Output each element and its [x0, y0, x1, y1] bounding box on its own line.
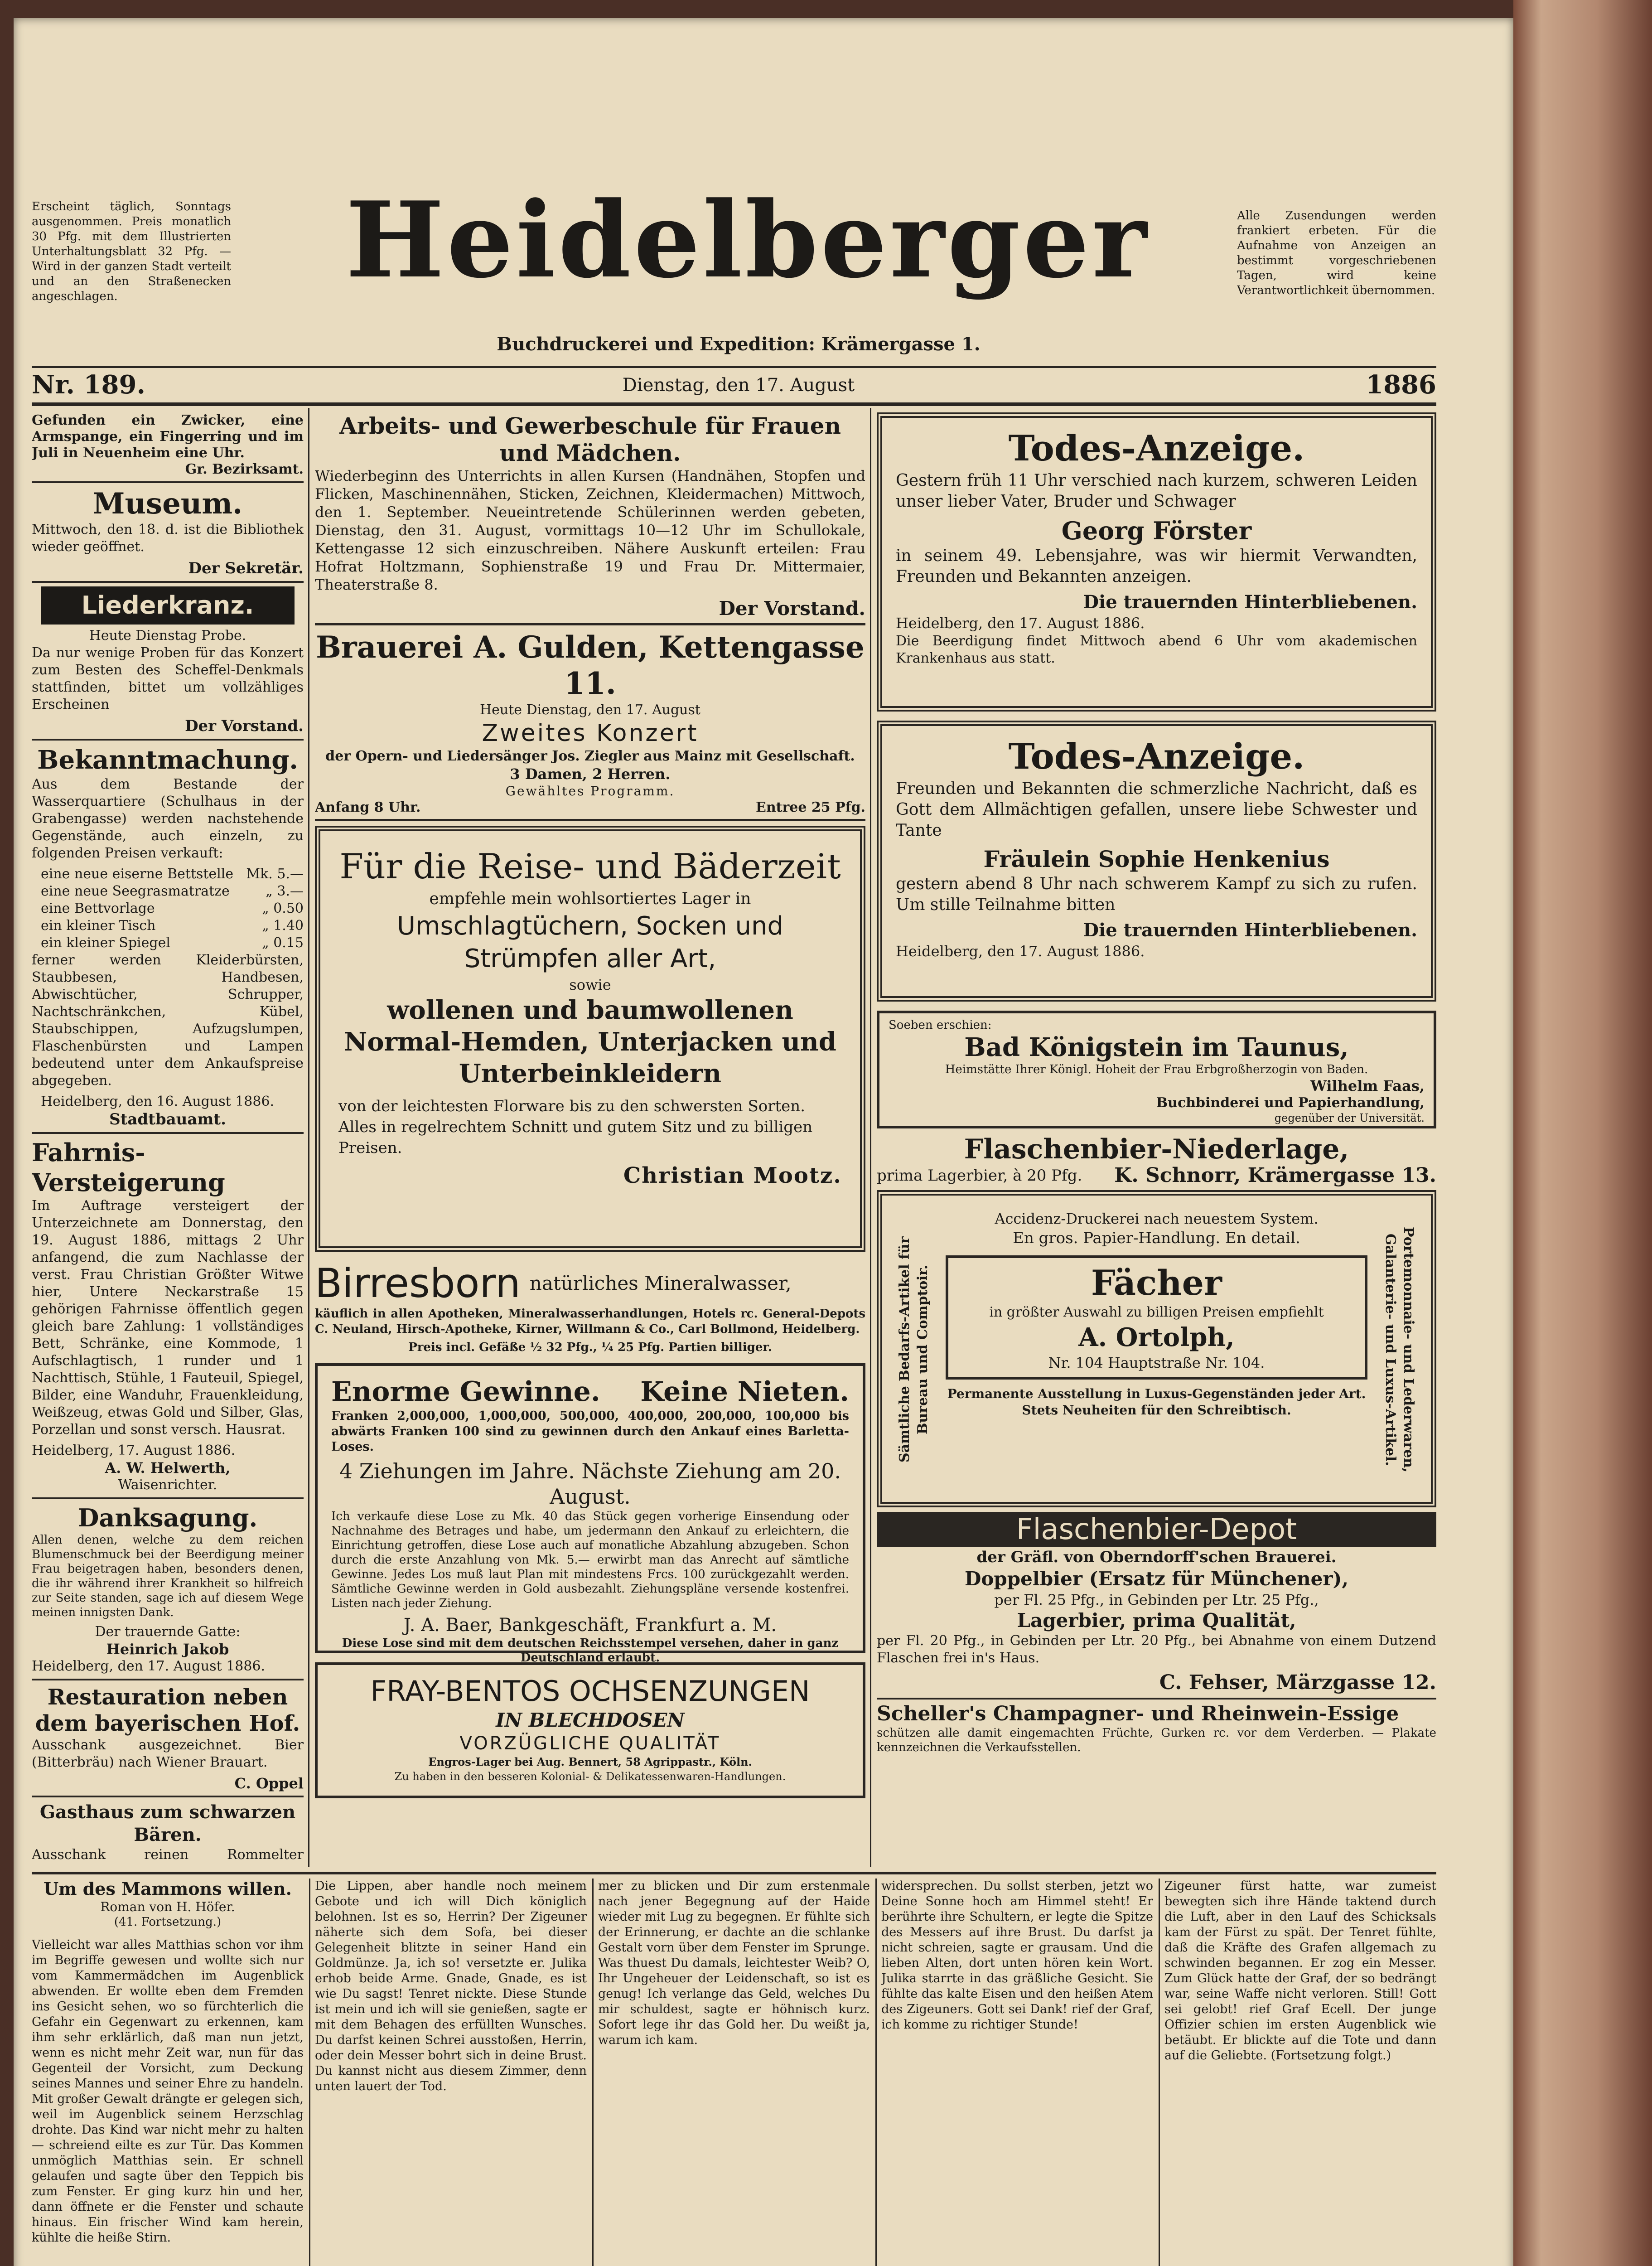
lotterie-t3: Ich verkaufe diese Lose zu Mk. 40 das Stück gegen vorherige Einsendung oder Nachnahme des Betrages und habe, um jedermann den Ankauf zu erleichtern, die Einrichtung getroffen, diese Lose auch auf monatliche Abzahlung abzugeben. Schon durch die erste Anzahlung von Mk. 5.— erwirbt man das Anrecht auf sämtliche Gewinne. Jedes Los muß laut Plan mit mindestens Frcs. 100 zurückgezahlt werden. Sämtliche Gewinne werden in Gold ausbezahlt. Ziehungspläne versende kostenfrei. Listen nach jeder Ziehung.	[331, 1510, 849, 1610]
feuilleton-column-rule	[592, 1879, 594, 2266]
todes2-place: Heidelberg, den 17. August 1886.	[896, 943, 1145, 960]
divider	[32, 581, 304, 583]
todes1-t3: Die Beerdigung findet Mittwoch abend 6 Uhr vom akademischen Krankenhaus aus statt.	[896, 633, 1417, 666]
todes2-name: Fräulein Sophie Henkenius	[983, 846, 1330, 872]
masthead-right-note: Alle Zusendungen werden frankiert erbeten. Für die Aufnahme von Anzeigen an bestimmt vorgeschriebenen Tagen, wird keine Verantwortlichkeit übernommen.	[1237, 209, 1436, 297]
liederkranz-heading: Liederkranz.	[41, 586, 295, 625]
bekannt-outro: ferner werden Kleiderbürsten, Staubbesen, Handbesen, Abwischtücher, Schrupper, Nachtschränkchen, Kübel, Staubschippen, Aufzugslumpen, Flaschenbürsten und Lampen bedeutend unter dem Ankaufspreise abgegeben.	[32, 952, 304, 1089]
lotterie-headline	[331, 1375, 849, 1409]
mootz-heading: Für die Reise- und Bäderzeit	[339, 846, 841, 886]
divider	[32, 1132, 304, 1134]
ortolph-name: A. Ortolph,	[1078, 1322, 1235, 1352]
issue-year: 1886	[1366, 370, 1436, 400]
brauerei-footer	[315, 799, 865, 815]
lotterie-t2: 4 Ziehungen im Jahre. Nächste Ziehung am 20. August.	[339, 1459, 841, 1509]
fd-t4: Lagerbier, prima Qualität,	[1017, 1609, 1296, 1632]
brauerei-line4: 3 Damen, 2 Herren.	[510, 765, 671, 783]
fahrnis-heading: Fahrnis-Versteigerung	[32, 1138, 225, 1197]
mootz-l2: Umschlagtüchern, Socken und Strümpfen aller Art,	[396, 911, 784, 973]
fd-t2: Doppelbier (Ersatz für Münchener),	[964, 1568, 1348, 1590]
mootz-l4: wollenen und baumwollenen Normal-Hemden, Unterjacken und Unterbeinkleidern	[344, 995, 836, 1089]
fahrnis-sign2: Waisenrichter.	[118, 1477, 217, 1493]
koenigstein-ad	[877, 1011, 1436, 1128]
koenigstein-loc: gegenüber der Universität.	[1274, 1112, 1425, 1124]
feuilleton-column: Vielleicht war alles Matthias schon vor ihm im Begriffe gewesen und wollte sich nur vom Kammermädchen im Augenblick abwenden. Er wollte eben dem Fremden ins Gesicht sehen, wo so fürchterlich die Gefahr ein Gegenwart zu erkennen, kam ihm sehr erklärlich, daß man nun jetzt, wenn es nicht mehr Zeit war, nun für das Gegenteil der Vorsicht, zum Deckung seines Mannes und seiner Ehre zu handeln. Mit großer Gewalt drängte er gelegen sich, weil im Augenblick seinem Herzschlag drohte. Das Kind war nicht mehr zu halten — schreiend eilte es zur Tür. Das Kommen unmöglich Matthias sein. Er schnell gelaufen und sagte über den Teppich bis zum Fenster. Er ging kurz hin und her, dann öffnete er die Fenster und schaute hinaus. Ein frischer Wind kam herein, kühlte die heiße Stirn.	[32, 1938, 304, 2245]
lotterie-h1: Enorme Gewinne.	[331, 1376, 600, 1408]
fn1-row	[877, 1166, 1436, 1186]
mootz-sign: Christian Mootz.	[623, 1163, 842, 1188]
ortolph-top1: Accidenz-Druckerei nach neuestem System.	[995, 1210, 1319, 1227]
book-spine	[1513, 0, 1652, 2266]
bekannt-item-price: „ 0.15	[262, 935, 304, 951]
fn1-text: prima Lagerbier, à 20 Pfg.	[877, 1167, 1082, 1185]
fd-t3: per Fl. 25 Pfg., in Gebinden per Ltr. 25 Pfg.,	[994, 1591, 1319, 1608]
fray-bentos-ad	[315, 1662, 865, 1798]
feuilleton-title: Um des Mammons willen.	[43, 1879, 292, 1899]
ortolph-addr: Nr. 104 Hauptstraße Nr. 104.	[1048, 1354, 1265, 1371]
bekannt-item	[32, 866, 304, 883]
fray-l1: FRAY-BENTOS OCHSENZUNGEN	[370, 1675, 810, 1708]
brauerei-ad	[315, 629, 865, 815]
mootz-l1: empfehle mein wohlsortiertes Lager in	[429, 890, 751, 908]
divider	[315, 819, 865, 821]
brauerei-line1: Heute Dienstag, den 17. August	[480, 702, 700, 718]
todes1-heading: Todes-Anzeige.	[1008, 428, 1305, 469]
liederkranz-sign: Der Vorstand.	[185, 717, 304, 735]
todes-anzeige-1	[877, 412, 1436, 712]
ortolph-right: Portemonnaie- und Lederwaren, Galanterie- und Luxus-Artikel.	[1382, 1226, 1416, 1473]
masthead-rule-bottom	[32, 402, 1436, 406]
brauerei-right: Entree 25 Pfg.	[755, 799, 865, 815]
bekannt-item-price: „ 3.—	[266, 883, 304, 899]
issue-number: Nr. 189.	[32, 370, 145, 400]
lotterie-foot: Diese Lose sind mit dem deutschen Reichsstempel versehen, daher in ganz Deutschland erlaubt.	[342, 1637, 839, 1665]
column-rule-2	[870, 408, 871, 1867]
birresborn-tag: natürliches Mineralwasser,	[529, 1272, 792, 1294]
koenigstein-shop: Buchbinderei und Papierhandlung,	[1156, 1095, 1425, 1111]
bekannt-intro: Aus dem Bestande der Wasserquartiere (Schulhaus in der Grabengasse) werden nachstehende Gegenstände, auch einzeln, zu folgenden Preisen verkauft:	[32, 776, 304, 861]
bekannt-item	[32, 883, 304, 900]
feuilleton-section	[32, 1879, 1436, 2266]
restauration-text: Ausschank ausgezeichnet. Bier (Bitterbräu) nach Wiener Brauart.	[32, 1737, 304, 1770]
museum-sign: Der Sekretär.	[188, 559, 304, 577]
column-1	[32, 412, 304, 1863]
liederkranz-text2: Da nur wenige Proben für das Konzert zum Besten des Scheffel-Denkmals stattfinden, bittet um vollzähliges Erscheinen	[32, 645, 304, 712]
dank-sign1: Der trauernde Gatte:	[95, 1624, 241, 1640]
newspaper-page	[14, 18, 1513, 2266]
ortolph-foot1: Permanente Ausstellung in Luxus-Gegenständen jeder Art.	[947, 1386, 1366, 1401]
bekannt-heading: Bekanntmachung.	[37, 745, 298, 775]
fray-l5: Zu haben in den besseren Kolonial- & Delikatessenwaren-Handlungen.	[394, 1770, 786, 1783]
koenigstein-sub: Heimstätte Ihrer Königl. Hoheit der Frau Erbgroßherzogin von Baden.	[945, 1063, 1368, 1076]
divider	[32, 481, 304, 483]
feuilleton-column: Die Lippen, aber handle noch meinem Gebote und ich will Dich königlich belohnen. Ist es so, Herrin? Der Zigeuner näherte sich dem Sofa, bei dieser Gelegenheit blitzte in seiner Hand ein Goldmünze. Ja, ich so! versetzte er. Julika erhob beide Arme. Gnade, Gnade, es ist wie Du sagst! Tenret nickte. Diese Stunde ist mein und ich will sie genießen, sagte er mit dem Behagen des erfüllten Wunsches. Du darfst keinen Schrei ausstoßen, Herrin, oder dein Messer bohrt sich in deine Brust. Du kannst nicht aus diesem Zimmer, denn unten lauert der Tod.	[315, 1879, 587, 2093]
todes2-t2: gestern abend 8 Uhr nach schwerem Kampf zu sich zu rufen. Um stille Teilnahme bitten	[896, 875, 1417, 914]
todes1-place: Heidelberg, den 17. August 1886.	[896, 615, 1145, 632]
baeren-text: Ausschank reinen Rommelter	[32, 1847, 304, 1863]
todes2-heading: Todes-Anzeige.	[1008, 736, 1305, 777]
bekannt-item-price: „ 0.50	[262, 901, 304, 916]
todes1-name: Georg Förster	[1061, 516, 1252, 545]
fray-l4: Engros-Lager bei Aug. Bennert, 58 Agrippastr., Köln.	[428, 1755, 752, 1768]
birresborn-text: käuflich in allen Apotheken, Mineralwasserhandlungen, Hotels rc. General-Depots C. Neuland, Hirsch-Apotheke, Kirner, Willmann & Co., Carl Bollmond, Heidelberg.	[315, 1307, 865, 1336]
fn1-heading: Flaschenbier-Niederlage,	[964, 1133, 1349, 1165]
feuilleton-column-rule	[1159, 1879, 1160, 2266]
newspaper-title: Heidelberger	[345, 179, 1150, 301]
koenigstein-pre: Soeben erschien:	[889, 1018, 992, 1032]
dank-sign2: Heinrich Jakob	[106, 1641, 229, 1658]
feuilleton-column: Zigeuner fürst hatte, war zumeist bewegten sich ihre Hände taktend durch die Luft, aber in den Lauf des Schicksals kam der Fürst zu spät. Der Tenret fühlte, daß die Kräfte des Grafen allgemach zu schwinden begannen. Er zog ein Messer. Zum Glück hatte der Graf, der so bedrängt war, seine Waffe nicht verloren. Still! Gott sei gelobt! rief Graf Ecell. Der junge Offizier schien im ersten Augenblick wie betäubt. Er blickte auf die Tote und dann auf die Geliebte. (Fortsetzung folgt.)	[1164, 1879, 1436, 2063]
fahrnis-place: Heidelberg, 17. August 1886.	[32, 1443, 236, 1458]
brauerei-heading: Brauerei A. Gulden, Kettengasse 11.	[316, 629, 865, 701]
column-3	[877, 412, 1436, 1863]
feuilleton-rule	[32, 1872, 1436, 1874]
feuilleton-author: Roman von H. Höfer.	[100, 1899, 235, 1914]
birresborn-ad	[315, 1261, 865, 1306]
bekannt-item-name: eine neue eiserne Bettstelle	[41, 866, 234, 882]
divider	[877, 1698, 1436, 1700]
feuilleton-column-rule	[309, 1879, 310, 2266]
ortolph-t1: in größter Auswahl zu billigen Preisen empfiehlt	[989, 1304, 1324, 1320]
museum-text: Mittwoch, den 18. d. ist die Bibliothek wieder geöffnet.	[32, 522, 304, 555]
brauerei-line5: Gewähltes Programm.	[505, 784, 675, 799]
mootz-l5: von der leichtesten Florware bis zu den schwersten Sorten. Alles in regelrechtem Schnitt und gutem Sitz und zu billigen Preisen.	[338, 1097, 813, 1157]
todes-anzeige-2	[877, 721, 1436, 1002]
bekannt-item-name: ein kleiner Tisch	[41, 918, 156, 934]
bekannt-item-price: Mk. 5.—	[246, 866, 304, 882]
gewerbe-text: Wiederbeginn des Unterrichts in allen Kursen (Handnähen, Stopfen und Flicken, Maschinennähen, Sticken, Zeichnen, Kleidermachen) Mittwoch, den 1. September. Neueintretende Schülerinnen werden gebeten, Dienstag, den 31. August, vormittags 10—12 Uhr im Schullokale, Kettengasse 12 sich einzuschreiben. Nähere Auskunft erteilen: Frau Hofrat Holtzmann, Sophienstraße 19 und Frau Dr. Mittermaier, Theaterstraße 8.	[315, 467, 865, 593]
lotterie-sign: J. A. Baer, Bankgeschäft, Frankfurt a. M.	[403, 1615, 777, 1636]
birresborn-name: Birresborn	[315, 1260, 521, 1307]
found-notice: Gefunden ein Zwicker, eine Armspange, ein Fingerring und im Juli in Neuenheim eine Uhr.	[32, 412, 304, 461]
fray-l3: VORZÜGLICHE QUALITÄT	[459, 1733, 721, 1754]
scheller-heading: Scheller's Champagner- und Rheinwein-Essige	[877, 1702, 1399, 1725]
ortolph-top2: En gros. Papier-Handlung. En detail.	[1013, 1229, 1300, 1247]
bekannt-item-name: eine neue Seegrasmatratze	[41, 883, 230, 899]
bekannt-item-name: ein kleiner Spiegel	[41, 935, 170, 951]
fahrnis-text: Im Auftrage versteigert der Unterzeichnete am Donnerstag, den 19. August 1886, mittags 2 Uhr anfangend, die zum Nachlasse der verst. Frau Christian Größter Witwe hier, Untere Neckarstraße 15 gehörigen Fahrnisse öffentlich gegen gleich bare Zahlung: 1 vollständiges Bett, Schränke, eine Kommode, 1 Aufschlagtisch, 1 runder und 1 Nachttisch, Stühle, 1 Fauteuil, Spiegel, Bilder, eine Wanduhr, Frauenkleidung, Weißzeug, etwas Gold und Silber, Glas, Porzellan und sonst versch. Hausrat.	[32, 1198, 304, 1438]
brauerei-left: Anfang 8 Uhr.	[315, 799, 421, 815]
gewerbe-sign: Der Vorstand.	[719, 597, 865, 620]
mootz-ad	[315, 826, 865, 1252]
koenigstein-name: Wilhelm Faas,	[1310, 1077, 1425, 1094]
bekannt-item	[32, 934, 304, 952]
divider	[315, 623, 865, 625]
fd-heading: Flaschenbier-Depot	[877, 1512, 1436, 1547]
mootz-l3: sowie	[569, 976, 611, 993]
koenigstein-heading: Bad Königstein im Taunus,	[964, 1032, 1349, 1062]
fahrnis-sign: A. W. Helwerth,	[105, 1459, 231, 1477]
feuilleton-column: mer zu blicken und Dir zum erstenmale nach jener Begegnung auf der Haide wieder mit Lug zu begegnen. Er fühlte sich der Erinnerung, er dachte an die schlanke Gestalt vorn über dem Fenster im Sprunge. Was thuest Du damals, leichtester Weib? O, Ihr Ungeheuer der Leidenschaft, so ist es genug! Ich verlange das Geld, welches Du mir schuldest, sagte er höhnisch kurz. Sofort lege ihr das Gold her. Du weißt ja, warum ich kam.	[598, 1879, 870, 2047]
found-sign: Gr. Bezirksamt.	[185, 461, 304, 477]
masthead-rule-top	[32, 366, 1436, 368]
ortolph-ad	[877, 1190, 1436, 1507]
masthead-subtitle: Buchdruckerei und Expedition: Krämergasse 1.	[497, 334, 981, 355]
lotterie-ad	[315, 1363, 865, 1665]
todes1-t2: in seinem 49. Lebensjahre, was wir hiermit Verwandten, Freunden und Bekannten anzeigen.	[896, 547, 1417, 586]
feuilleton-header	[32, 1879, 304, 1929]
ortolph-left: Sämtliche Bedarfs-Artikel für Bureau und Comptoir.	[897, 1236, 931, 1463]
feuilleton-cont: (41. Fortsetzung.)	[114, 1915, 222, 1929]
flaschenbier-depot	[877, 1512, 1436, 1695]
feuilleton-column: widersprechen. Du sollst sterben, jetzt wo Deine Sonne hoch am Himmel steht! Er berührte ihre Schultern, er legte die Spitze des Messers auf ihre Brust. Du darfst ja nicht schreien, sagte er grausam. Und die lieben Alten, dort unten hören kein Wort. Julika starrte in das gräßliche Gesicht. Sie fühlte das kalte Eisen und den heißen Atem des Zigeuners. Gott sei Dank! rief der Graf, ich komme zu richtiger Stunde!	[881, 1879, 1153, 2032]
divider	[32, 739, 304, 741]
restauration-sign: C. Oppel	[234, 1775, 304, 1792]
column-rule-1	[308, 408, 309, 1867]
bekannt-item	[32, 900, 304, 917]
ortolph-center	[946, 1209, 1367, 1419]
todes1-t1: Gestern früh 11 Uhr verschied nach kurzem, schweren Leiden unser lieber Vater, Bruder und Schwager	[896, 471, 1417, 511]
divider	[32, 1497, 304, 1499]
ortolph-box	[946, 1255, 1367, 1380]
masthead-left-note: Erscheint täglich, Sonntags ausgenommen. Preis monatlich 30 Pfg. mit dem Illustrierten Unterhaltungsblatt 32 Pfg. — Wird in der ganzen Stadt verteilt und an den Straßenecken angeschlagen.	[32, 200, 231, 303]
dank-place: Heidelberg, den 17. August 1886.	[32, 1658, 266, 1674]
lotterie-t1: Franken 2,000,000, 1,000,000, 500,000, 400,000, 200,000, 100,000 bis abwärts Franken 100 sind zu gewinnen durch den Ankauf eines Barletta-Loses.	[331, 1409, 849, 1454]
bekannt-item-name: eine Bettvorlage	[41, 901, 155, 916]
bekannt-place: Heidelberg, den 16. August 1886.	[41, 1094, 275, 1109]
bekannt-item	[32, 917, 304, 934]
fd-t5: per Fl. 20 Pfg., in Gebinden per Ltr. 20 Pfg., bei Abnahme von einem Dutzend Flaschen frei in's Haus.	[877, 1633, 1436, 1666]
dank-heading: Danksagung.	[77, 1503, 258, 1532]
museum-heading: Museum.	[92, 487, 243, 521]
gewerbe-heading: Arbeits- und Gewerbeschule für Frauen und Mädchen.	[339, 412, 841, 466]
scheller-text: schützen alle damit eingemachten Früchte, Gurken rc. vor dem Verderben. — Plakate kennzeichnen die Verkaufsstellen.	[877, 1726, 1436, 1754]
ortolph-heading: Fächer	[1091, 1263, 1222, 1303]
column-2	[315, 412, 865, 1863]
todes2-t1: Freunden und Bekannten die schmerzliche Nachricht, daß es Gott dem Allmächtigen gefallen, unsere liebe Schwester und Tante	[896, 780, 1417, 840]
bekannt-item-price: „ 1.40	[262, 918, 304, 934]
feuilleton-column-rule	[875, 1879, 877, 2266]
bekannt-item-list	[32, 866, 304, 952]
dank-text: Allen denen, welche zu dem reichen Blumenschmuck bei der Beerdigung meiner Frau beigetragen haben, besonders denen, die ihr während ihrer Krankheit so hilfreich zur Seite standen, sage ich auf diesem Wege meinen innigsten Dank.	[32, 1533, 304, 1619]
fray-l2: IN BLECHDOSEN	[496, 1709, 685, 1731]
divider	[32, 1796, 304, 1797]
bekannt-sign: Stadtbauamt.	[109, 1110, 226, 1128]
birresborn-price: Preis incl. Gefäße ½ 32 Pfg., ¼ 25 Pfg. Partien billiger.	[408, 1341, 772, 1354]
lotterie-h2: Keine Nieten.	[640, 1376, 849, 1408]
flaschenbier-niederlage	[877, 1133, 1436, 1186]
ortolph-foot2: Stets Neuheiten für den Schreibtisch.	[1022, 1403, 1291, 1418]
brauerei-line2: Zweites Konzert	[482, 720, 699, 747]
todes2-sign: Die trauernden Hinterbliebenen.	[1083, 920, 1417, 941]
fn1-sign: K. Schnorr, Krämergasse 13.	[1114, 1164, 1436, 1187]
fd-sign: C. Fehser, Märzgasse 12.	[1159, 1671, 1436, 1694]
liederkranz-text1: Heute Dienstag Probe.	[89, 628, 246, 644]
todes1-sign: Die trauernden Hinterbliebenen.	[1083, 591, 1417, 613]
brauerei-line3: der Opern- und Liedersänger Jos. Ziegler aus Mainz mit Gesellschaft.	[325, 748, 855, 764]
divider	[32, 1679, 304, 1680]
issue-date: Dienstag, den 17. August	[622, 375, 855, 396]
fd-t1: der Gräfl. von Oberndorff'schen Brauerei.	[976, 1548, 1337, 1566]
restauration-heading: Restauration neben dem bayerischen Hof.	[35, 1685, 300, 1736]
baeren-heading: Gasthaus zum schwarzen Bären.	[39, 1801, 296, 1845]
